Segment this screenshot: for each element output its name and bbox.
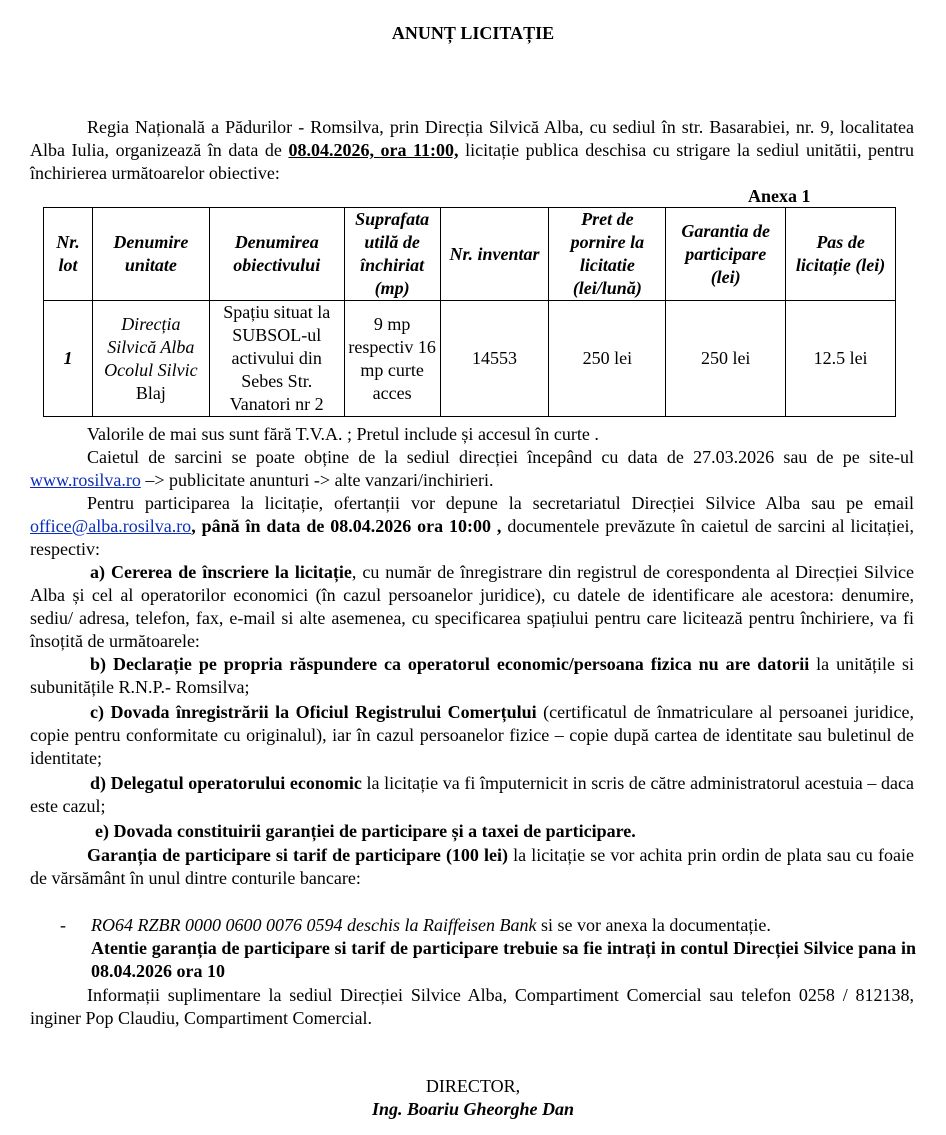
participation-text-end: documentele prevăzute în caietul de sarcini al licitației, respectiv: (30, 516, 914, 559)
item-e-title: e) Dovada constituirii garanției de participare și a taxei de participare. (95, 821, 636, 841)
bank-warning: Atentie garanția de participare si tarif de participare trebuie sa fie intrați in contul Direcției Silvice pana in 08.04.2026 ora 10 (91, 938, 916, 981)
participation-paragraph (30, 492, 914, 561)
caiet-text-start: Caietul de sarcini se poate obține de la sediul direcției începând cu data de 27.03.2026 sau de pe site-ul (87, 447, 914, 467)
item-c (30, 701, 914, 770)
caiet-paragraph (30, 446, 914, 492)
item-c-title: c) Dovada înregistrării la Oficiul Registrului Comerțului (90, 702, 537, 722)
intro-text-end: licitație publica deschisa cu strigare la sediul unitătii, pentru închirierea următoarelor obiective: (30, 140, 914, 183)
participation-text-start: Pentru participarea la licitație, ofertanții vor depune la secretariatul Direcției Silvice Alba sau pe email (87, 493, 914, 513)
col-header-guarantee: Garantia de participare (lei) (666, 208, 786, 301)
item-e (30, 820, 914, 843)
lots-table (43, 207, 896, 417)
signature-name: Ing. Boariu Gheorghe Dan (371, 1099, 575, 1119)
auction-date: 08.04.2026, ora 11:00, (288, 140, 459, 160)
cell-inventory: 14553 (440, 301, 549, 417)
cell-objective: Spațiu situat la SUBSOL-ul activului din Sebes Str. Vanatori nr 2 (209, 301, 344, 417)
col-header-step: Pas de licitație (lei) (786, 208, 896, 301)
col-header-unit: Denumire unitate (92, 208, 209, 301)
col-header-inventory: Nr. inventar (440, 208, 549, 301)
submission-deadline: , până în data de 08.04.2026 ora 10:00 , (191, 516, 502, 536)
intro-text-start: Regia Națională a Pădurilor - Romsilva, prin Direcția Silvică Alba, cu sediul în str. Basarabiei, nr. 9, localitatea Alba Iulia, organizează în data de (30, 117, 914, 160)
cell-step: 12.5 lei (786, 301, 896, 417)
bank-account-line (91, 914, 916, 937)
item-d-title: d) Delegatul operatorului economic (90, 773, 362, 793)
cell-unit-italic: Direcția Silvică Alba Ocolul Silvic (104, 313, 198, 380)
cell-start-price: 250 lei (549, 301, 666, 417)
table-header-row (44, 208, 896, 301)
item-a-text: , cu număr de înregistrare din registrul de corespondenta al Direcției Silvice Alba și cel al operatorilor economici (în cazul persoanelor juridice), cu datele de identificare ale acestora: denumire, sediu/ adresa, telefon, fax, e-mail si alte asemenea, cu specificarea spațiului pentru care licitează pentru închiriere, va fi însoțită de următoarele: (30, 562, 914, 651)
bank-account-text: si se vor anexa la documentație. (536, 915, 771, 935)
signature-role: DIRECTOR, (425, 1076, 521, 1096)
document-title: ANUNȚ LICITAȚIE (391, 23, 555, 43)
item-a (30, 561, 914, 653)
bank-bullet: - (60, 915, 66, 935)
guarantee-title: Garanția de participare si tarif de participare (100 lei) (87, 845, 509, 865)
cell-unit-plain: Blaj (135, 382, 166, 403)
item-d (30, 772, 914, 818)
caiet-text-end: –> publicitate anunturi -> alte vanzari/inchirieri. (140, 470, 494, 490)
annex-label: Anexa 1 (748, 186, 811, 206)
col-header-lot: Nr. lot (44, 208, 93, 301)
item-b (30, 653, 914, 699)
info-paragraph: Informații suplimentare la sediul Direcției Silvice Alba, Compartiment Comercial sau telefon 0258 / 812138, inginer Pop Claudiu, Compartiment Comercial. (30, 985, 914, 1028)
vat-note: Valorile de mai sus sunt fără T.V.A. ; Pretul include și accesul în curte . (87, 424, 599, 444)
cell-area: 9 mp respectiv 16 mp curte acces (344, 301, 440, 417)
cell-unit (92, 301, 209, 417)
bank-account: RO64 RZBR 0000 0600 0076 0594 deschis la Raiffeisen Bank (91, 915, 537, 935)
guarantee-text: la licitație se vor achita prin ordin de plata sau cu foaie de vărsământ în unul dintre conturile bancare: (30, 845, 914, 888)
item-d-text: la licitație va fi împuternicit in scris de către administratorul acestuia – daca este cazul; (30, 773, 914, 816)
item-c-text: (certificatul de înmatriculare al persoanei juridice, copie pentru conformitate cu originalul), iar în cazul persoanelor fizice – copie după cartea de identitate sau buletinul de identitate; (30, 702, 914, 768)
table-row (44, 301, 896, 417)
office-email-link[interactable]: office@alba.rosilva.ro (30, 516, 192, 536)
col-header-start-price: Pret de pornire la licitatie (lei/lună) (549, 208, 666, 301)
item-b-title: b) Declarație pe propria răspundere ca operatorul economic/persoana fizica nu are datorii (90, 654, 810, 674)
intro-paragraph (30, 116, 914, 185)
col-header-objective: Denumirea obiectivului (209, 208, 344, 301)
col-header-area: Suprafata utilă de închiriat (mp) (344, 208, 440, 301)
guarantee-paragraph (30, 844, 914, 890)
cell-guarantee: 250 lei (666, 301, 786, 417)
item-b-text: la unitățile si subunitățile R.N.P.- Romsilva; (30, 654, 914, 697)
rosilva-site-link[interactable]: www.rosilva.ro (30, 470, 141, 490)
item-a-title: a) Cererea de înscriere la licitație (90, 562, 352, 582)
cell-lot: 1 (44, 301, 93, 417)
